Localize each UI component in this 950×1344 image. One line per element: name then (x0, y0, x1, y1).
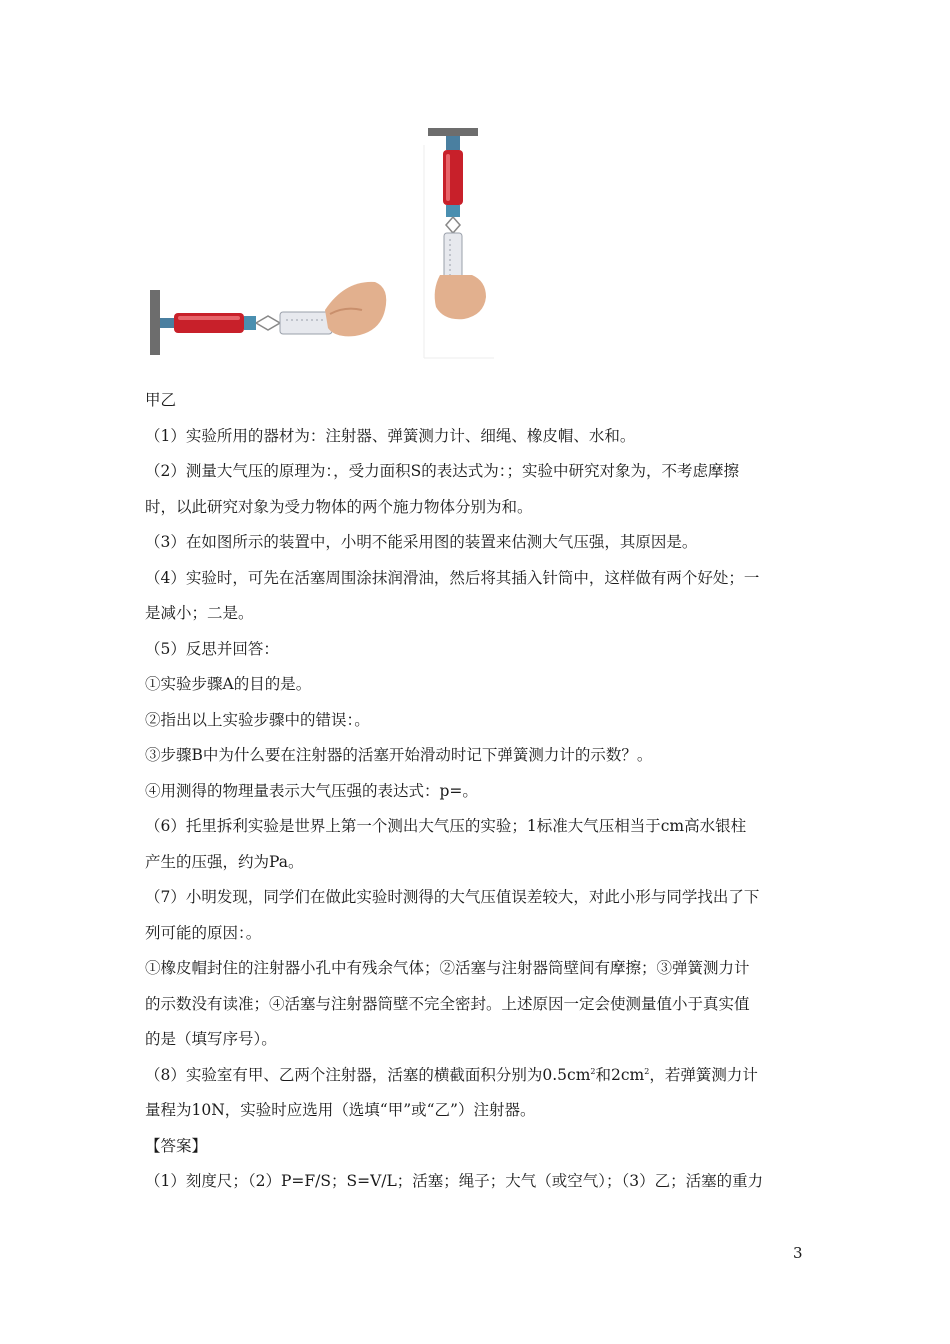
item-4-line-a: （4）实验时，可先在活塞周围涂抹润滑油，然后将其插入针筒中，这样做有两个好处；一 (145, 568, 760, 587)
item-1: （1）实验所用的器材为：注射器、弹簧测力计、细绳、橡皮帽、水和。 (145, 426, 636, 445)
spring-scale-top-cap (446, 136, 460, 150)
item-7-line-b: 列可能的原因：。 (145, 923, 262, 942)
wall-bracket (150, 290, 160, 355)
item-5: （5）反思并回答： (145, 639, 279, 658)
ceiling-bracket (428, 128, 478, 136)
page-number: 3 (793, 1244, 803, 1262)
syringe-barrel (280, 312, 332, 334)
item-8-line-a (145, 1058, 810, 1094)
item-5-sub-4: ④用测得的物理量表示大气压强的表达式：p=。 (145, 781, 478, 800)
item-2-line-b: 时，以此研究对象为受力物体的两个施力物体分别为和。 (145, 497, 533, 516)
item-7-line-d: 的示数没有读准；④活塞与注射器筒壁不完全密封。上述原因一定会使测量值小于真实值 (145, 994, 750, 1013)
superscript-2-a: 2 (590, 1066, 596, 1076)
item-7-line-a: （7）小明发现，同学们在做此实验时测得的大气压值误差较大，对此小形与同学找出了下 (145, 888, 760, 906)
spring-scale-hook-left (160, 318, 174, 328)
item-4-line-b: 是减小；二是。 (145, 604, 254, 622)
answer-line: （1）刻度尺；（2）P=F/S；S=V/L；活塞；绳子；大气（或空气）；（3）乙；活塞的重力 (145, 1172, 764, 1190)
spring-scale-highlight-vertical (446, 154, 450, 201)
item-6-line-a: （6）托里拆利实验是世界上第一个测出大气压的实验；1标准大气压相当于cm高水银柱 (145, 817, 747, 835)
figure-horizontal-setup (140, 270, 390, 365)
item-5-sub-3: ③步骤B中为什么要在注射器的活塞开始滑动时记下弹簧测力计的示数？。 (145, 746, 653, 764)
hand-shape-vertical (435, 275, 486, 319)
item-2-line-a: （2）测量大气压的原理为：，受力面积S的表达式为：；实验中研究对象为，不考虑摩擦 (145, 462, 739, 480)
spring-scale-cap (244, 316, 256, 330)
spring-scale-highlight (178, 316, 240, 320)
item-8-text-pre: （8）实验室有甲、乙两个注射器，活塞的横截面积分别为0.5cm (145, 1065, 591, 1084)
item-6-line-b: 产生的压强，约为Pa。 (145, 852, 304, 871)
item-5-sub-2: ②指出以上实验步骤中的错误：。 (145, 710, 370, 729)
item-8-text-post: ，若弹簧测力计 (649, 1065, 758, 1084)
item-8-text-mid: 和2cm (595, 1065, 645, 1084)
superscript-2-b: 2 (644, 1066, 650, 1076)
item-8-line-b: 量程为10N，实验时应选用（选填“甲”或“乙”）注射器。 (145, 1101, 536, 1119)
item-7-line-e: 的是（填写序号）。 (145, 1030, 277, 1048)
spring-scale-bottom-cap (446, 205, 460, 217)
question-text (145, 383, 810, 1200)
figure-vertical-setup (420, 125, 500, 360)
answer-heading: 【答案】 (145, 1136, 208, 1155)
connecting-cord-vertical (446, 217, 460, 233)
connecting-cord (256, 316, 280, 330)
figure-labels: 甲乙 (145, 391, 177, 409)
item-3: （3）在如图所示的装置中，小明不能采用图的装置来估测大气压强，其原因是。 (145, 533, 698, 551)
item-7-line-c: ①橡皮帽封住的注射器小孔中有残余气体；②活塞与注射器筒壁间有摩擦；③弹簧测力计 (145, 959, 750, 977)
item-5-sub-1: ①实验步骤A的目的是。 (145, 675, 312, 693)
